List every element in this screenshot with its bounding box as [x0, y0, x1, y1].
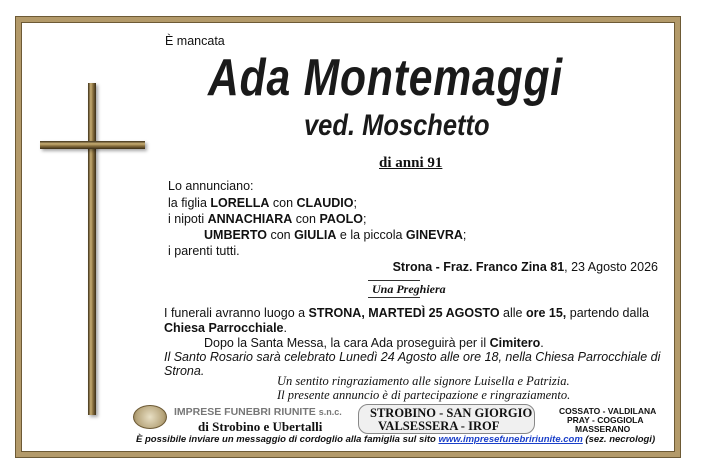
- company-name: IMPRESE FUNEBRI RIUNITE s.n.c.: [174, 406, 342, 418]
- announce-line3: UMBERTO con GIULIA e la piccola GINEVRA;: [204, 228, 467, 242]
- prayer-heading: Una Preghiera: [372, 282, 446, 296]
- towns-line3: MASSERANO: [575, 424, 631, 434]
- funeral-line4: Il Santo Rosario sarà celebrato Lunedì 24 Agosto alle ore 18, nella Chiesa Parrocchiale di: [164, 350, 661, 364]
- cross-horizontal-icon: [40, 141, 145, 149]
- funeral-line5: Strona.: [164, 364, 205, 378]
- age: di anni 91: [379, 155, 443, 171]
- deceased-name: Ada Montemaggi: [208, 49, 563, 107]
- prayer-rule-top: [368, 280, 420, 281]
- funeral-line2: Chiesa Parrocchiale.: [164, 321, 287, 335]
- company-sub: di Strobino e Ubertalli: [198, 419, 323, 434]
- announce-line4: i parenti tutti.: [168, 244, 240, 258]
- thanks-line1: Un sentito ringraziamento alle signore Luisella e Patrizia.: [277, 374, 570, 388]
- intro-text: È mancata: [165, 34, 225, 48]
- announce-line1: la figlia LORELLA con CLAUDIO;: [168, 196, 357, 210]
- thanks-line2: Il presente annuncio è di partecipazione e ringraziamento.: [277, 388, 571, 402]
- cross-vertical-icon: [88, 83, 96, 415]
- prayer-rule-bottom: [368, 297, 420, 298]
- widow-of: ved. Moschetto: [304, 109, 490, 142]
- announce-line2: i nipoti ANNACHIARA con PAOLO;: [168, 212, 367, 226]
- branch-line1: STROBINO - SAN GIORGIO: [370, 406, 533, 420]
- funeral-line1: I funerali avranno luogo a STRONA, MARTEDÌ 25 AGOSTO alle ore 15, partendo dalla: [164, 306, 649, 320]
- place-date: Strona - Fraz. Franco Zina 81, 23 Agosto 2026: [392, 260, 658, 274]
- funeral-line3: Dopo la Santa Messa, la cara Ada proseguirà per il Cimitero.: [204, 336, 544, 350]
- branch-line2: VALSESSERA - IROF: [378, 419, 500, 433]
- website-link[interactable]: www.impresefunebririunite.com: [438, 434, 583, 445]
- announce-lead: Lo annunciano:: [168, 179, 254, 193]
- company-logo-icon: [133, 405, 167, 429]
- towns-line2: PRAY - COGGIOLA: [567, 415, 644, 425]
- footer-note: È possibile inviare un messaggio di cordoglio alla famiglia sul sito www.impresefunebririunite.com (sez. necrologi): [136, 434, 656, 445]
- towns-line1: COSSATO - VALDILANA: [559, 406, 657, 416]
